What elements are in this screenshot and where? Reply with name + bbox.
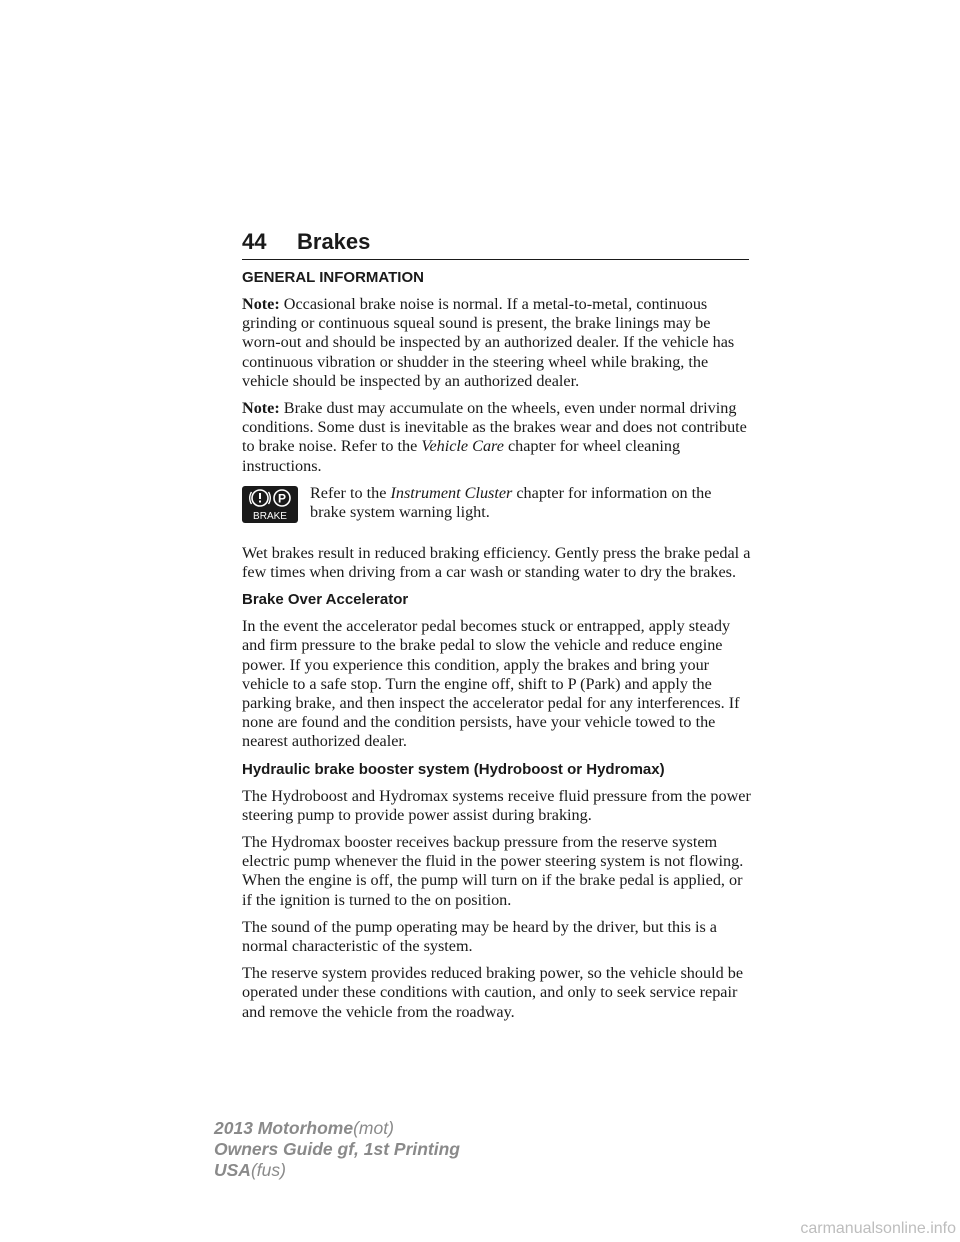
footer-market-code: (fus) <box>250 1160 286 1180</box>
icon-text-part: Refer to the <box>310 483 391 502</box>
note-label: Note: <box>242 399 280 418</box>
section-heading-general: GENERAL INFORMATION <box>242 269 424 286</box>
note-label: Note: <box>242 295 280 313</box>
chapter-reference: Vehicle Care <box>421 437 504 456</box>
hydraulic-paragraph-4: The reserve system provides reduced braking power, so the vehicle should be operated under these conditions with caution, and only to seek service repair and remove the vehicle from the roadway. <box>242 964 744 1021</box>
warning-light-row <box>242 484 752 532</box>
note-paragraph-dust <box>242 399 752 476</box>
footer-model: 2013 Motorhome <box>214 1118 354 1138</box>
hydraulic-paragraph-1: The Hydroboost and Hydromax systems receive fluid pressure from the power steering pump to provide power assist during braking. <box>242 786 751 824</box>
page-content <box>242 268 752 1030</box>
note-paragraph-noise <box>242 295 752 391</box>
page-header <box>242 229 749 260</box>
icon-text-part: chapter for information on the brake system warning light. <box>310 483 712 522</box>
note-text: Occasional brake noise is normal. If a metal-to-metal, continuous grinding or continuous squeal sound is present, the brake linings may be worn-out and should be inspected by an authorized dealer. If the vehicle has continuous vibration or shudder in the steering wheel while braking, the vehicle should be inspected by an authorized dealer. <box>242 295 735 390</box>
section-heading-hydraulic: Hydraulic brake booster system (Hydroboost or Hydromax) <box>242 760 665 778</box>
bota-paragraph: In the event the accelerator pedal becomes stuck or entrapped, apply steady and firm pressure to the brake pedal to slow the vehicle and reduce engine power. If you experience this condition, apply the brakes and bring your vehicle to a safe stop. Turn the engine off, shift to P (Park) and apply the parking brake, and then inspect the accelerator pedal for any interferences. If none are found and the condition persists, have your vehicle towed to the nearest authorized dealer. <box>242 617 740 751</box>
svg-text:P: P <box>277 491 287 506</box>
hydraulic-paragraph-3: The sound of the pump operating may be heard by the driver, but this is a normal characteristic of the system. <box>242 917 717 956</box>
brake-warning-icon <box>242 486 298 523</box>
footer-line-1 <box>214 1118 460 1139</box>
wet-brakes-paragraph: Wet brakes result in reduced braking efficiency. Gently press the brake pedal a few times when driving from a car wash or standing water to dry the brakes. <box>242 543 751 582</box>
chapter-title: Brakes <box>297 229 371 254</box>
note-text: Brake dust may accumulate on the wheels, even under normal driving conditions. Some dust is inevitable as the brakes wear and does not contribute to brake noise. Refer to the <box>242 399 747 456</box>
brake-icon-label: BRAKE <box>253 510 287 522</box>
brake-warning-icon-graphic <box>242 486 298 523</box>
warning-light-text <box>310 484 750 522</box>
footer-market: USA <box>214 1160 251 1180</box>
note-text: chapter for wheel cleaning instructions. <box>242 437 681 475</box>
page-number: 44 <box>242 229 267 254</box>
page-footer <box>214 1118 460 1181</box>
footer-line-2: Owners Guide gf, 1st Printing <box>214 1139 460 1159</box>
hydraulic-paragraph-2: The Hydromax booster receives backup pressure from the reserve system electric pump whenever the fluid in the power steering system is not flowing. When the engine is off, the pump will turn on if the brake pedal is applied, or if the ignition is turned to the on position. <box>242 833 744 909</box>
footer-model-code: (mot) <box>353 1118 394 1138</box>
section-heading-bota: Brake Over Accelerator <box>242 591 409 609</box>
chapter-reference: Instrument Cluster <box>390 483 513 502</box>
footer-line-3 <box>214 1160 460 1181</box>
watermark: carmanualsonline.info <box>800 1220 956 1237</box>
